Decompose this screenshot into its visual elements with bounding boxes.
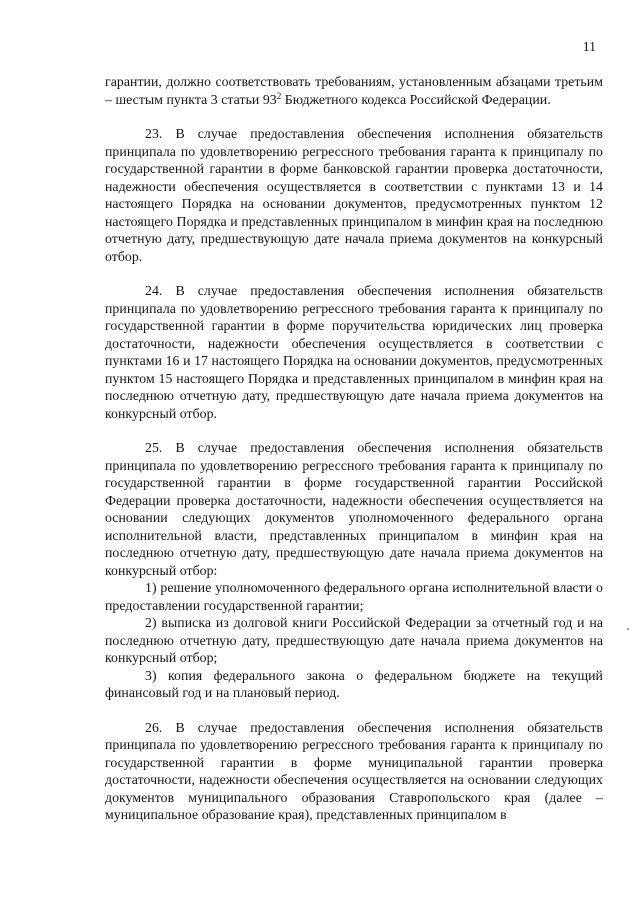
page-number: 11 xyxy=(582,39,596,54)
continuation-text-start: гарантии, должно соответствовать требованиям, установленным абзацами третьим – шестым пункта 3 статьи 93 xyxy=(105,74,603,107)
paragraph-25-item-3: 3) копия федерального закона о федеральном бюджете на текущий финансовый год и на плановый период. xyxy=(105,667,603,700)
paragraph-25-item-1: 1) решение уполномоченного федерального органа исполнительной власти о предоставлении государственной гарантии; xyxy=(105,580,603,613)
paragraph-23: 23. В случае предоставления обеспечения исполнения обязательств принципала по удовлетворению регрессного требования гаранта к принципалу по государственной гарантии в форме банковской гарантии проверка достаточности, надежности обеспечения осуществляется в соответствии с пунктами 13 и 14 настоящего Порядка на основании документов, предусмотренных пунктом 12 настоящего Порядка и представленных принципалом в минфин края на последнюю отчетную дату, предшествующую дате начала приема документов на конкурсный отбор. xyxy=(105,126,603,264)
paragraph-gap xyxy=(105,702,603,719)
paragraph-26: 26. В случае предоставления обеспечения исполнения обязательств принципала по удовлетворению регрессного требования гаранта к принципалу по государственной гарантии в форме муниципальной гарантии проверка достаточности, надежности обеспечения осуществляется на основании следующих документов муниципального образования Ставропольского края (далее – муниципальное образование края), представленных принципалом в xyxy=(105,719,603,822)
paragraph-gap xyxy=(105,265,603,282)
paragraph-gap xyxy=(105,108,603,125)
paragraph-24: 24. В случае предоставления обеспечения исполнения обязательств принципала по удовлетворению регрессного требования гаранта к принципалу по государственной гарантии в форме поручительства юридических лиц проверка достаточности, надежности обеспечения осуществляется в соответствии с пунктами 16 и 17 настоящего Порядка на основании документов, предусмотренных пунктом 15 настоящего Порядка и представленных принципалом в минфин края на последнюю отчетную дату, предшествующую дате начала приема документов на конкурсный отбор. xyxy=(105,283,603,421)
continuation-text-end: Бюджетного кодекса Российской Федерации. xyxy=(281,91,551,107)
scan-speck xyxy=(627,628,629,630)
paragraph-25-item-2: 2) выписка из долговой книги Российской Федерации за отчетный год и на последнюю отчетную дату, предшествующую дате начала приема документов на конкурсный отбор; xyxy=(105,615,603,665)
paragraph-gap xyxy=(105,422,603,439)
continuation-paragraph xyxy=(105,73,603,108)
paragraph-25: 25. В случае предоставления обеспечения исполнения обязательств принципала по удовлетворению регрессного требования гаранта к принципалу по государственной гарантии в форме государственной гарантии Российской Федерации проверка достаточности, надежности обеспечения осуществляется на основании следующих документов уполномоченного федерального органа исполнительной власти, представленных принципалом в минфин края на последнюю отчетную дату, предшествующую дате начала приема документов на конкурсный отбор: xyxy=(105,440,603,578)
document-body xyxy=(105,73,603,824)
article-superscript: 2 xyxy=(276,90,282,101)
